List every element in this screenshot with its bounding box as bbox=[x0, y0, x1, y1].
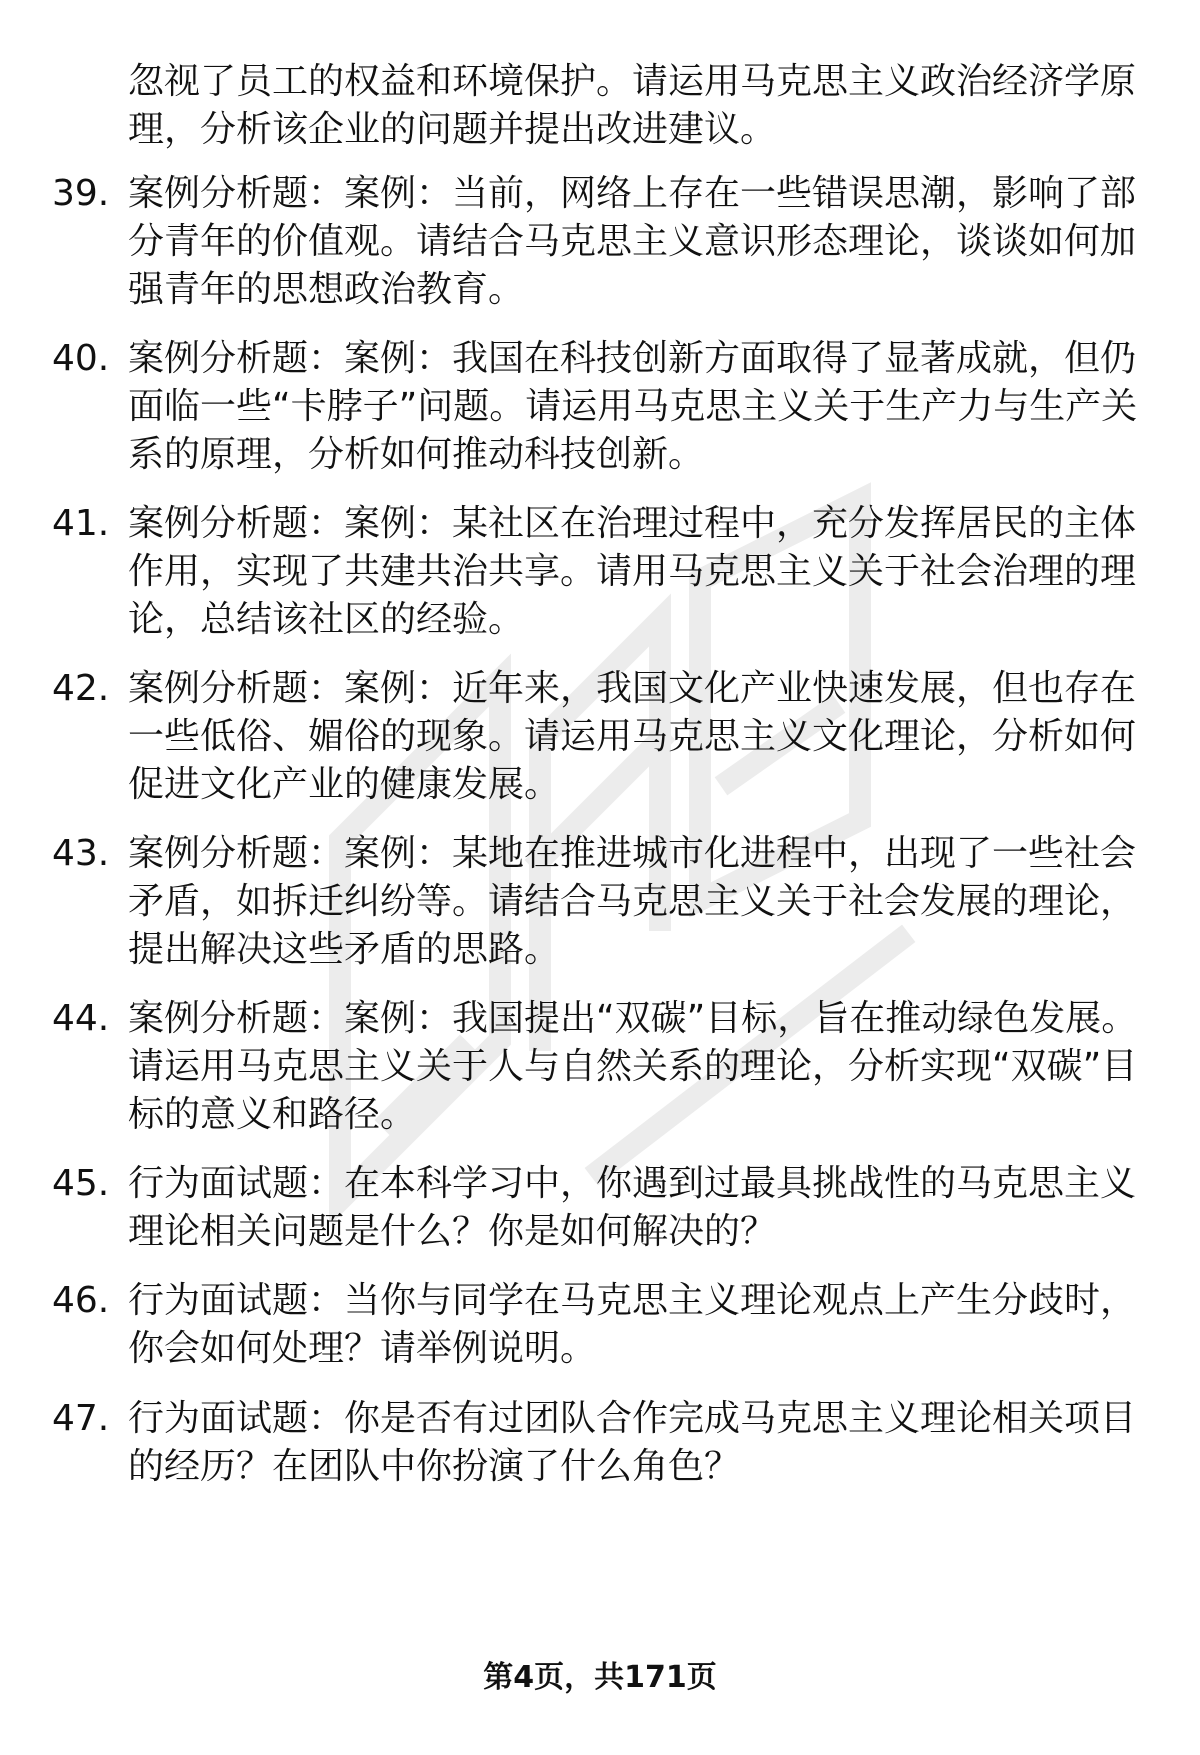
page-number-footer: 第4页，共171页 bbox=[483, 1660, 717, 1695]
question-number: 39. bbox=[52, 173, 110, 214]
question-number: 46. bbox=[52, 1280, 110, 1321]
question-text: 行为面试题：当你与同学在马克思主义理论观点上产生分歧时，你会如何处理？请举例说明。 bbox=[128, 1280, 1137, 1369]
question-text: 行为面试题：你是否有过团队合作完成马克思主义理论相关项目的经历？在团队中你扮演了什么角色？ bbox=[128, 1398, 1137, 1487]
question-number: 41. bbox=[52, 503, 110, 544]
question-text: 案例分析题：案例：某社区在治理过程中，充分发挥居民的主体作用，实现了共建共治共享。请用马克思主义关于社会治理的理论，总结该社区的经验。 bbox=[128, 503, 1137, 640]
question-text: 案例分析题：案例：某地在推进城市化进程中，出现了一些社会矛盾，如拆迁纠纷等。请结合马克思主义关于社会发展的理论，提出解决这些矛盾的思路。 bbox=[128, 833, 1137, 970]
continued-question-text: 忽视了员工的权益和环境保护。请运用马克思主义政治经济学原理，分析该企业的问题并提出改进建议。 bbox=[128, 61, 1137, 150]
question-number: 45. bbox=[52, 1163, 110, 1204]
question-text: 案例分析题：案例：我国提出“双碳”目标，旨在推动绿色发展。请运用马克思主义关于人与自然关系的理论，分析实现“双碳”目标的意义和路径。 bbox=[128, 998, 1138, 1135]
question-number: 47. bbox=[52, 1398, 110, 1439]
question-number: 43. bbox=[52, 833, 110, 874]
question-number: 44. bbox=[52, 998, 110, 1039]
question-text: 案例分析题：案例：近年来，我国文化产业快速发展，但也存在一些低俗、媚俗的现象。请运用马克思主义文化理论，分析如何促进文化产业的健康发展。 bbox=[128, 668, 1137, 805]
question-number: 40. bbox=[52, 338, 110, 379]
question-text: 案例分析题：案例：我国在科技创新方面取得了显著成就，但仍面临一些“卡脖子”问题。请运用马克思主义关于生产力与生产关系的原理，分析如何推动科技创新。 bbox=[128, 338, 1138, 475]
question-number: 42. bbox=[52, 668, 110, 709]
question-text: 案例分析题：案例：当前，网络上存在一些错误思潮，影响了部分青年的价值观。请结合马克思主义意识形态理论，谈谈如何加强青年的思想政治教育。 bbox=[128, 173, 1137, 310]
question-text: 行为面试题：在本科学习中，你遇到过最具挑战性的马克思主义理论相关问题是什么？你是如何解决的？ bbox=[128, 1163, 1137, 1252]
